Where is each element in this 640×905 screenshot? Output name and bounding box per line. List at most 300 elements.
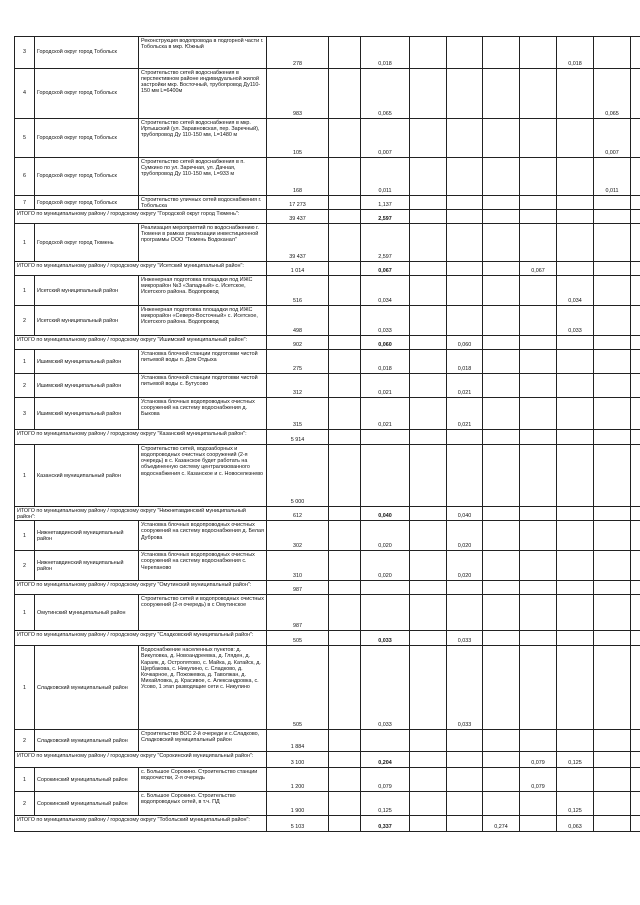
table-row xyxy=(15,730,640,752)
value-cell xyxy=(361,595,410,631)
value-cell xyxy=(557,595,594,631)
value-cell xyxy=(483,631,520,646)
value-cell xyxy=(329,210,361,224)
value-cell: 315 xyxy=(267,398,329,430)
value-cell xyxy=(557,507,594,521)
project-description: с. Большое Сорокино. Строительство станции водоочистки, 2-я очередь xyxy=(139,768,267,792)
value-cell xyxy=(520,224,557,262)
value-cell xyxy=(520,119,557,158)
value-cell xyxy=(557,262,594,276)
value-cell xyxy=(410,752,447,768)
value-cell xyxy=(483,792,520,816)
value-cell: 0,018 xyxy=(447,350,483,374)
value-cell xyxy=(329,551,361,581)
municipality-cell: Ишимский муниципальный район xyxy=(35,350,139,374)
value-cell xyxy=(557,521,594,551)
value-cell xyxy=(594,445,631,507)
value-cell: 5 103 xyxy=(267,816,329,832)
value-cell xyxy=(631,119,640,158)
value-cell xyxy=(520,730,557,752)
municipality-cell: Городской округ город Тюмень xyxy=(35,224,139,262)
value-cell xyxy=(447,37,483,69)
value-cell xyxy=(520,196,557,210)
value-cell: 0,337 xyxy=(361,816,410,832)
value-cell xyxy=(410,430,447,445)
value-cell: 5 914 xyxy=(267,430,329,445)
row-number: 1 xyxy=(15,768,35,792)
value-cell xyxy=(483,752,520,768)
value-cell xyxy=(631,551,640,581)
value-cell xyxy=(410,551,447,581)
row-number: 5 xyxy=(15,119,35,158)
value-cell xyxy=(557,336,594,350)
value-cell: 0,033 xyxy=(361,646,410,730)
value-cell xyxy=(483,69,520,119)
value-cell xyxy=(483,646,520,730)
value-cell xyxy=(329,595,361,631)
municipality-cell: Городской округ город Тобольск xyxy=(35,37,139,69)
value-cell xyxy=(594,398,631,430)
value-cell xyxy=(329,196,361,210)
table-row xyxy=(15,69,640,119)
document-page xyxy=(14,36,628,832)
value-cell xyxy=(483,210,520,224)
project-description: Водоснабжение населенных пунктов: д. Викуловка, д. Новоандреевка, д. Гляден, д. Караяк, д. Остропятово, с. Майка, д. Катайск, д. Щербакова, с. Никулино, с. Сладково, д. Кочкарное, д. Пожожевка, д. Таволжан, д. Михайловка, д. Красивое, с. Александровка, с. Усово, 1 этап разводящие сети с. Никулино xyxy=(139,646,267,730)
value-cell: 2,597 xyxy=(361,210,410,224)
value-cell xyxy=(557,374,594,398)
value-cell xyxy=(483,37,520,69)
value-cell: 1,137 xyxy=(361,196,410,210)
municipality-cell: Ишимский муниципальный район xyxy=(35,398,139,430)
project-description: Установка блочной станции подготовки чистой питьевой воды п. Дом Отдыха xyxy=(139,350,267,374)
value-cell: 1 884 xyxy=(267,730,329,752)
value-cell xyxy=(631,224,640,262)
value-cell xyxy=(329,262,361,276)
value-cell: 612 xyxy=(267,507,329,521)
row-number: 2 xyxy=(15,551,35,581)
value-cell: 505 xyxy=(267,631,329,646)
value-cell xyxy=(361,445,410,507)
value-cell xyxy=(483,430,520,445)
value-cell xyxy=(557,350,594,374)
value-cell xyxy=(329,581,361,595)
value-cell xyxy=(329,276,361,306)
value-cell xyxy=(329,730,361,752)
value-cell: 987 xyxy=(267,581,329,595)
value-cell xyxy=(410,646,447,730)
municipality-cell: Сладковский муниципальный район xyxy=(35,646,139,730)
project-description: Реконструкция водопровода в подгорной части г. Тобольска в мкр. Южный xyxy=(139,37,267,69)
value-cell xyxy=(631,69,640,119)
municipality-cell: Городской округ город Тобольск xyxy=(35,158,139,196)
value-cell xyxy=(520,374,557,398)
value-cell xyxy=(557,430,594,445)
table-row xyxy=(15,445,640,507)
value-cell xyxy=(329,816,361,832)
value-cell xyxy=(447,158,483,196)
value-cell: 0,018 xyxy=(361,350,410,374)
project-description: Строительство уличных сетей водоснабжения г. Тобольска xyxy=(139,196,267,210)
value-cell xyxy=(329,445,361,507)
value-cell xyxy=(410,336,447,350)
value-cell xyxy=(631,374,640,398)
value-cell: 0,065 xyxy=(361,69,410,119)
value-cell xyxy=(410,631,447,646)
value-cell xyxy=(594,521,631,551)
value-cell xyxy=(594,262,631,276)
value-cell xyxy=(557,398,594,430)
total-label: ИТОГО по муниципальному району / городскому округу "Городской округ город Тюмень": xyxy=(15,210,267,224)
value-cell xyxy=(557,158,594,196)
value-cell xyxy=(447,792,483,816)
row-number: 1 xyxy=(15,224,35,262)
project-description: Строительство сетей и водопроводных очистных сооружений (2-я очередь) в с Омутинское xyxy=(139,595,267,631)
total-row xyxy=(15,262,640,276)
value-cell xyxy=(594,752,631,768)
row-number: 6 xyxy=(15,158,35,196)
value-cell: 0,204 xyxy=(361,752,410,768)
value-cell xyxy=(594,768,631,792)
value-cell xyxy=(447,445,483,507)
value-cell: 0,021 xyxy=(361,374,410,398)
value-cell xyxy=(329,37,361,69)
table-row xyxy=(15,646,640,730)
row-number: 1 xyxy=(15,350,35,374)
value-cell: 0,011 xyxy=(361,158,410,196)
value-cell xyxy=(520,581,557,595)
value-cell: 0,125 xyxy=(361,792,410,816)
project-description: Установка блочных водопроводных очистных сооружений на систему водоснабжения д. Быкова xyxy=(139,398,267,430)
value-cell xyxy=(557,631,594,646)
value-cell xyxy=(447,224,483,262)
value-cell xyxy=(631,581,640,595)
value-cell xyxy=(557,69,594,119)
value-cell xyxy=(410,210,447,224)
water-supply-table xyxy=(14,36,640,832)
value-cell: 0,063 xyxy=(557,816,594,832)
value-cell xyxy=(483,398,520,430)
value-cell xyxy=(594,507,631,521)
value-cell xyxy=(410,374,447,398)
value-cell xyxy=(594,631,631,646)
value-cell xyxy=(520,430,557,445)
total-row xyxy=(15,507,640,521)
value-cell: 0,033 xyxy=(447,631,483,646)
project-description: Инженерная подготовка площадки под ИЖС микрорайон №3 «Западный» с. Исетское, Исетского района. Водопровод xyxy=(139,276,267,306)
value-cell xyxy=(483,276,520,306)
value-cell xyxy=(483,551,520,581)
total-label: ИТОГО по муниципальному району / городскому округу "Тобольский муниципальный район": xyxy=(15,816,267,832)
value-cell xyxy=(594,306,631,336)
value-cell xyxy=(631,196,640,210)
value-cell: 105 xyxy=(267,119,329,158)
project-description: Установка блочных водопроводных очистных сооружений на систему водоснабжения д. Белая Дуброва xyxy=(139,521,267,551)
municipality-cell: Городской округ город Тобольск xyxy=(35,119,139,158)
value-cell: 0,125 xyxy=(557,792,594,816)
value-cell: 0,034 xyxy=(361,276,410,306)
value-cell xyxy=(410,398,447,430)
value-cell: 0,020 xyxy=(361,521,410,551)
value-cell xyxy=(410,445,447,507)
value-cell xyxy=(329,119,361,158)
value-cell xyxy=(483,445,520,507)
value-cell xyxy=(631,768,640,792)
table-row xyxy=(15,119,640,158)
value-cell xyxy=(520,276,557,306)
table-row xyxy=(15,374,640,398)
value-cell xyxy=(329,646,361,730)
value-cell xyxy=(557,768,594,792)
value-cell xyxy=(594,792,631,816)
value-cell xyxy=(483,768,520,792)
project-description: Строительство сетей, водозаборных и водопроводных очистных сооружений (2-я очередь) в с. Казанское будет работать на объединенную систему централизованного водоснабжения с. Казанское и с. Новоселезнево xyxy=(139,445,267,507)
value-cell xyxy=(520,158,557,196)
value-cell xyxy=(594,374,631,398)
value-cell xyxy=(594,646,631,730)
value-cell xyxy=(594,595,631,631)
value-cell xyxy=(410,792,447,816)
municipality-cell: Сорокинский муниципальный район xyxy=(35,768,139,792)
value-cell xyxy=(410,816,447,832)
value-cell xyxy=(410,37,447,69)
value-cell xyxy=(557,119,594,158)
value-cell xyxy=(361,581,410,595)
value-cell xyxy=(631,792,640,816)
value-cell: 1 014 xyxy=(267,262,329,276)
value-cell: 39 437 xyxy=(267,224,329,262)
value-cell: 17 273 xyxy=(267,196,329,210)
value-cell: 0,125 xyxy=(557,752,594,768)
row-number: 7 xyxy=(15,196,35,210)
value-cell xyxy=(557,445,594,507)
value-cell xyxy=(631,595,640,631)
value-cell xyxy=(410,158,447,196)
value-cell xyxy=(594,551,631,581)
value-cell xyxy=(483,224,520,262)
table-row xyxy=(15,37,640,69)
value-cell xyxy=(410,224,447,262)
value-cell: 0,020 xyxy=(447,551,483,581)
value-cell xyxy=(483,262,520,276)
value-cell xyxy=(631,350,640,374)
value-cell xyxy=(520,551,557,581)
project-description: с. Большое Сорокино. Строительство водопроводных сетей, в т.ч. ПД xyxy=(139,792,267,816)
value-cell xyxy=(447,768,483,792)
value-cell xyxy=(631,398,640,430)
row-number: 2 xyxy=(15,792,35,816)
value-cell xyxy=(631,646,640,730)
value-cell xyxy=(447,730,483,752)
value-cell: 0,060 xyxy=(447,336,483,350)
total-label: ИТОГО по муниципальному району / городскому округу "Исетский муниципальный район": xyxy=(15,262,267,276)
municipality-cell: Нижнетавдинский муниципальный район xyxy=(35,521,139,551)
value-cell xyxy=(594,816,631,832)
row-number: 1 xyxy=(15,445,35,507)
value-cell xyxy=(410,581,447,595)
value-cell xyxy=(557,224,594,262)
value-cell xyxy=(594,350,631,374)
value-cell: 0,040 xyxy=(447,507,483,521)
total-label: ИТОГО по муниципальному району / городскому округу "Ишимский муниципальный район": xyxy=(15,336,267,350)
value-cell xyxy=(631,507,640,521)
table-row xyxy=(15,306,640,336)
value-cell: 168 xyxy=(267,158,329,196)
value-cell xyxy=(329,792,361,816)
value-cell xyxy=(447,752,483,768)
value-cell: 0,033 xyxy=(557,306,594,336)
value-cell xyxy=(483,158,520,196)
value-cell xyxy=(594,430,631,445)
value-cell xyxy=(410,507,447,521)
project-description: Реализация мероприятий по водоснабжению г. Тюмени в рамках реализации инвестиционной программы ООО "Тюмень Водоканал" xyxy=(139,224,267,262)
municipality-cell: Нижнетавдинский муниципальный район xyxy=(35,551,139,581)
value-cell xyxy=(594,224,631,262)
table-row xyxy=(15,350,640,374)
value-cell xyxy=(594,336,631,350)
value-cell: 0,007 xyxy=(594,119,631,158)
value-cell: 0,020 xyxy=(361,551,410,581)
row-number: 2 xyxy=(15,374,35,398)
total-row xyxy=(15,336,640,350)
value-cell xyxy=(329,350,361,374)
row-number: 1 xyxy=(15,276,35,306)
total-row xyxy=(15,430,640,445)
value-cell: 902 xyxy=(267,336,329,350)
table-row xyxy=(15,595,640,631)
value-cell: 505 xyxy=(267,646,329,730)
value-cell xyxy=(631,336,640,350)
value-cell xyxy=(483,336,520,350)
total-row xyxy=(15,816,640,832)
value-cell xyxy=(329,306,361,336)
value-cell xyxy=(483,306,520,336)
value-cell xyxy=(329,752,361,768)
value-cell xyxy=(329,631,361,646)
value-cell xyxy=(594,581,631,595)
value-cell xyxy=(631,430,640,445)
value-cell xyxy=(410,276,447,306)
value-cell xyxy=(447,430,483,445)
table-row xyxy=(15,551,640,581)
municipality-cell: Омутинский муниципальный район xyxy=(35,595,139,631)
municipality-cell: Казанский муниципальный район xyxy=(35,445,139,507)
value-cell xyxy=(483,196,520,210)
value-cell xyxy=(447,595,483,631)
table-row xyxy=(15,158,640,196)
value-cell xyxy=(410,306,447,336)
value-cell xyxy=(483,595,520,631)
value-cell: 278 xyxy=(267,37,329,69)
value-cell: 516 xyxy=(267,276,329,306)
value-cell xyxy=(631,816,640,832)
value-cell xyxy=(329,224,361,262)
value-cell: 0,040 xyxy=(361,507,410,521)
value-cell: 0,021 xyxy=(361,398,410,430)
value-cell: 0,065 xyxy=(594,69,631,119)
value-cell xyxy=(520,507,557,521)
value-cell xyxy=(447,581,483,595)
value-cell xyxy=(410,595,447,631)
row-number: 1 xyxy=(15,595,35,631)
value-cell: 0,018 xyxy=(557,37,594,69)
value-cell: 0,274 xyxy=(483,816,520,832)
value-cell xyxy=(329,430,361,445)
value-cell xyxy=(520,398,557,430)
value-cell xyxy=(520,595,557,631)
value-cell xyxy=(594,730,631,752)
value-cell: 0,021 xyxy=(447,374,483,398)
total-row xyxy=(15,752,640,768)
value-cell xyxy=(557,551,594,581)
value-cell xyxy=(631,262,640,276)
table-row xyxy=(15,398,640,430)
value-cell xyxy=(631,37,640,69)
value-cell xyxy=(410,196,447,210)
value-cell: 0,079 xyxy=(520,768,557,792)
value-cell xyxy=(594,210,631,224)
value-cell xyxy=(483,581,520,595)
value-cell xyxy=(329,507,361,521)
total-label: ИТОГО по муниципальному району / городскому округу "Нижнетавдинский муниципальный район": xyxy=(15,507,267,521)
value-cell: 0,034 xyxy=(557,276,594,306)
municipality-cell: Городской округ город Тобольск xyxy=(35,69,139,119)
row-number: 2 xyxy=(15,306,35,336)
value-cell: 0,067 xyxy=(361,262,410,276)
value-cell xyxy=(483,350,520,374)
project-description: Строительство сетей водоснабжения в мкр. Иртышский (ул. Заравновская, пер. Заречный), трубопровод Ду 110-150 мм, L=1480 м xyxy=(139,119,267,158)
value-cell xyxy=(447,276,483,306)
municipality-cell: Исетский муниципальный район xyxy=(35,276,139,306)
value-cell xyxy=(594,37,631,69)
value-cell xyxy=(329,398,361,430)
value-cell: 987 xyxy=(267,595,329,631)
value-cell xyxy=(594,276,631,306)
value-cell xyxy=(631,276,640,306)
table-body xyxy=(15,37,640,832)
value-cell: 302 xyxy=(267,521,329,551)
value-cell: 0,020 xyxy=(447,521,483,551)
value-cell: 0,033 xyxy=(447,646,483,730)
value-cell: 983 xyxy=(267,69,329,119)
value-cell xyxy=(361,430,410,445)
value-cell: 0,033 xyxy=(361,306,410,336)
value-cell xyxy=(631,521,640,551)
value-cell xyxy=(520,816,557,832)
value-cell xyxy=(361,730,410,752)
value-cell xyxy=(631,631,640,646)
value-cell xyxy=(557,196,594,210)
value-cell xyxy=(483,521,520,551)
value-cell xyxy=(520,306,557,336)
total-row xyxy=(15,631,640,646)
value-cell: 1 900 xyxy=(267,792,329,816)
value-cell xyxy=(483,730,520,752)
total-row xyxy=(15,210,640,224)
value-cell xyxy=(520,350,557,374)
value-cell xyxy=(631,210,640,224)
value-cell xyxy=(447,816,483,832)
value-cell: 0,079 xyxy=(520,752,557,768)
project-description: Строительство ВОС 2-й очереди и с.Сладково, Сладковский муниципальный район xyxy=(139,730,267,752)
value-cell xyxy=(520,521,557,551)
value-cell xyxy=(631,752,640,768)
value-cell xyxy=(329,768,361,792)
municipality-cell: Сладковский муниципальный район xyxy=(35,730,139,752)
project-description: Установка блочных водопроводных очистных сооружений на систему водоснабжения с. Черепаново xyxy=(139,551,267,581)
row-number: 1 xyxy=(15,646,35,730)
value-cell xyxy=(329,336,361,350)
value-cell xyxy=(557,581,594,595)
